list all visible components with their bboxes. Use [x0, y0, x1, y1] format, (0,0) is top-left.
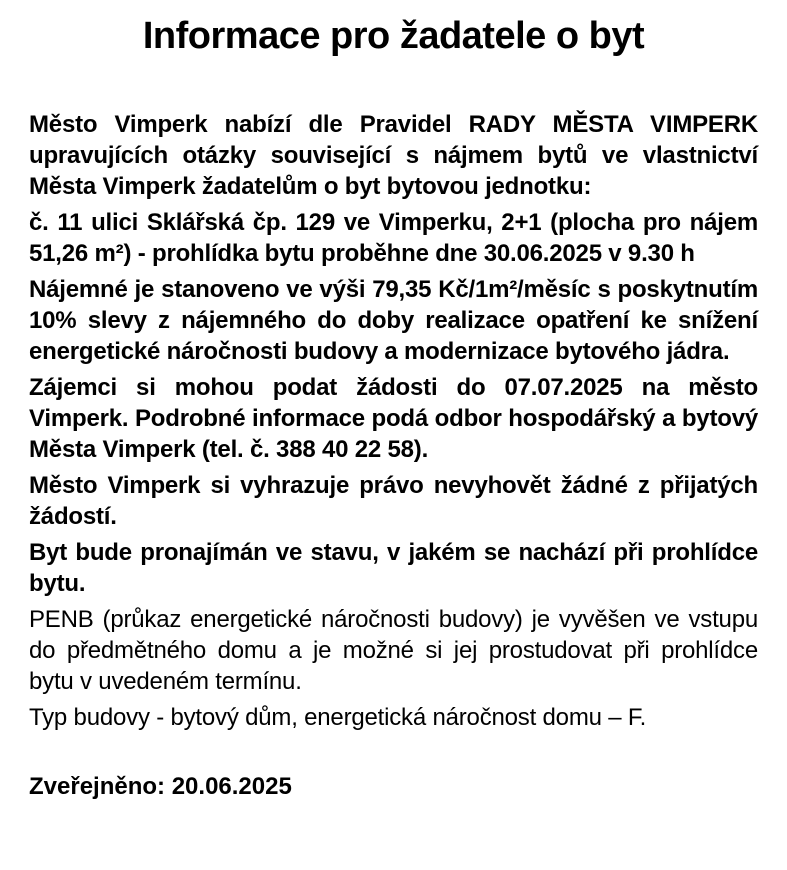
paragraph-application-deadline: Zájemci si mohou podat žádosti do 07.07.2025 na město Vimperk. Podrobné informace podá odbor hospodářský a bytový Města Vimperk (tel. č. 388 40 22 58). [29, 374, 758, 463]
paragraph-building-type: Typ budovy - bytový dům, energetická náročnost domu – F. [29, 704, 647, 731]
published-date: Zveřejněno: 20.06.2025 [29, 773, 292, 800]
page-title: Informace pro žadatele o byt [142, 15, 645, 57]
paragraph-apartment-details: č. 11 ulici Sklářská čp. 129 ve Vimperku, 2+1 (plocha pro nájem 51,26 m²) - prohlídka bytu proběhne dne 30.06.2025 v 9.30 h [29, 209, 758, 267]
paragraph-penb: PENB (průkaz energetické náročnosti budovy) je vyvěšen ve vstupu do předmětného domu a je možné si jej prostudovat při prohlídce bytu v uvedeném termínu. [29, 606, 758, 695]
paragraph-apartment-condition: Byt bude pronajímán ve stavu, v jakém se nachází při prohlídce bytu. [29, 539, 758, 597]
paragraph-rent: Nájemné je stanoveno ve výši 79,35 Kč/1m²/měsíc s poskytnutím 10% slevy z nájemného do doby realizace opatření ke snížení energetické náročnosti budovy a modernizace bytového jádra. [29, 276, 758, 365]
paragraph-intro: Město Vimperk nabízí dle Pravidel RADY MĚSTA VIMPERK upravujících otázky související s nájmem bytů ve vlastnictví Města Vimperk žadatelům o byt bytovou jednotku: [29, 111, 758, 200]
paragraph-right-to-reject: Město Vimperk si vyhrazuje právo nevyhovět žádné z přijatých žádostí. [29, 472, 758, 530]
